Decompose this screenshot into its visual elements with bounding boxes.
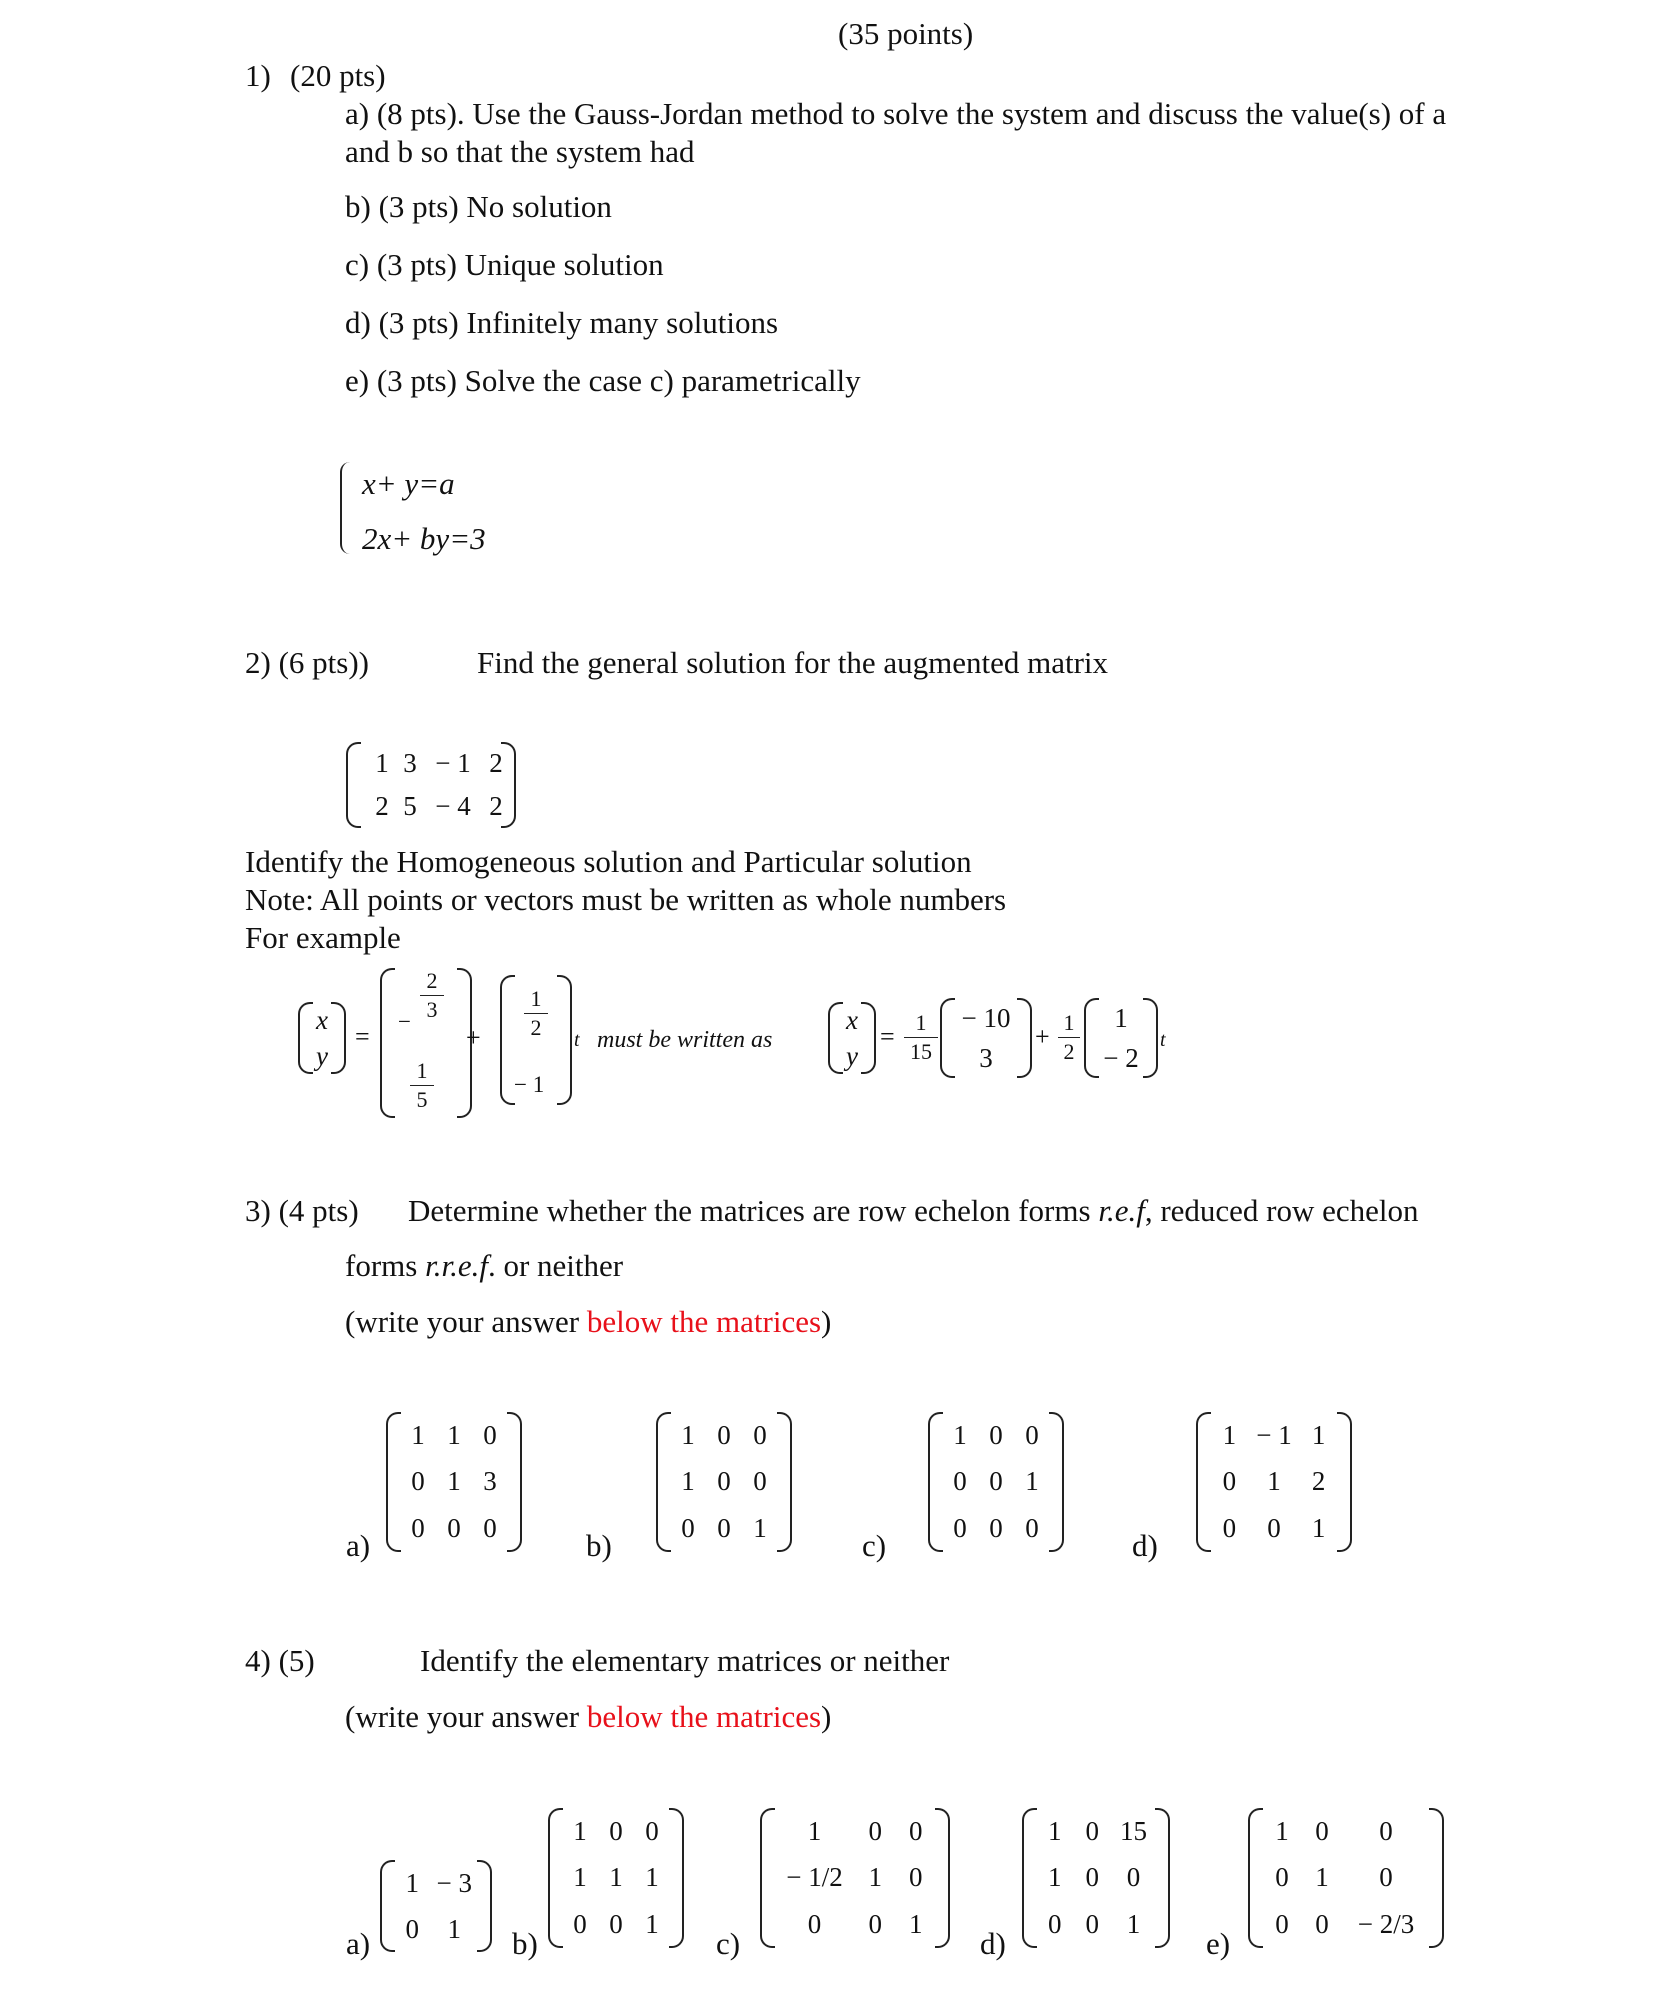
minus-sign: − — [398, 1009, 411, 1034]
matrix-cell: 1 — [573, 1862, 587, 1893]
q4-matrix-a — [380, 1860, 492, 1952]
matrix-cell: 2 — [375, 791, 389, 821]
matrix-cell: 0 — [807, 1909, 822, 1940]
q4-matrix-a-label: a) — [346, 1926, 371, 1961]
q2-note-1: Identify the Homogeneous solution and Particular solution — [245, 844, 972, 879]
matrix-cell: 0 — [717, 1419, 731, 1450]
matrix-cell: 1 — [1048, 1815, 1062, 1846]
matrix-cell: 0 — [609, 1909, 623, 1940]
param-t: t — [574, 1029, 580, 1051]
matrix-cell: 0 — [411, 1466, 425, 1497]
matrix-cell: 15 — [1120, 1815, 1147, 1846]
must-be-written-as: must be written as — [597, 1027, 773, 1053]
matrix-cell: 0 — [717, 1513, 731, 1544]
matrix-cell: 1 — [753, 1513, 767, 1544]
matrix-cell: 0 — [405, 1913, 419, 1944]
matrix-cell: 0 — [1085, 1909, 1099, 1940]
matrix-cell: 1 — [681, 1466, 695, 1497]
q2-note-2: Note: All points or vectors must be written as whole numbers — [245, 882, 1007, 917]
q3-matrix-a-label: a) — [346, 1528, 371, 1563]
matrix-cell: 1 — [1126, 1909, 1141, 1940]
matrix-cell: 0 — [753, 1419, 767, 1450]
vector-entry: 3 — [979, 1042, 993, 1073]
plus-sign: + — [466, 1023, 481, 1052]
matrix-cell: 0 — [1085, 1862, 1099, 1893]
matrix-cell: 0 — [1222, 1513, 1237, 1544]
matrix-cell: 1 — [1311, 1419, 1326, 1450]
q4-matrix-c — [760, 1808, 950, 1948]
matrix-cell: 0 — [483, 1513, 497, 1544]
matrix-cell: 1 — [909, 1909, 923, 1940]
matrix-cell: 0 — [573, 1909, 587, 1940]
q4-matrix-e — [1248, 1808, 1444, 1948]
q4-answer-instruction: (write your answer below the matrices) — [345, 1699, 832, 1734]
x-var: x — [846, 1004, 858, 1035]
matrix-cell: 0 — [753, 1466, 767, 1497]
matrix-cell: 0 — [989, 1466, 1003, 1497]
matrix-cell: 0 — [483, 1419, 497, 1450]
q4-label: 4) (5) — [245, 1643, 315, 1678]
q1-part-d: d) (3 pts) Infinitely many solutions — [345, 305, 779, 340]
equation-2: 2x+ by=3 — [362, 521, 486, 556]
q1-number: 1) — [245, 58, 271, 93]
matrix-cell: 0 — [1315, 1909, 1329, 1940]
q2-note-3: For example — [245, 920, 401, 955]
matrix-cell: 1 — [405, 1867, 419, 1898]
matrix-cell: 1 — [573, 1815, 587, 1846]
fraction-1-2: 1 2 — [524, 988, 548, 1039]
matrix-cell: 0 — [909, 1815, 923, 1846]
q4-matrix-c-label: c) — [716, 1926, 741, 1961]
x-var: x — [316, 1004, 328, 1035]
matrix-cell: 0 — [1267, 1513, 1281, 1544]
matrix-cell: 5 — [403, 791, 417, 821]
matrix-cell: 0 — [989, 1419, 1003, 1450]
matrix-cell: 1 — [953, 1419, 967, 1450]
q4-matrix-d-label: d) — [980, 1926, 1006, 1961]
q3-matrix-b-label: b) — [586, 1528, 612, 1563]
matrix-cell: 0 — [989, 1513, 1003, 1544]
q4-matrix-d — [1022, 1808, 1170, 1948]
matrix-cell: 1 — [1311, 1513, 1326, 1544]
matrix-cell: 0 — [1025, 1513, 1039, 1544]
matrix-cell: 1 — [411, 1419, 425, 1450]
vector-entry: − 10 — [961, 1002, 1011, 1033]
q4-prompt: Identify the elementary matrices or neither — [420, 1643, 950, 1678]
matrix-cell: 0 — [909, 1862, 923, 1893]
q3-matrix-d — [1196, 1412, 1352, 1552]
matrix-cell: 3 — [483, 1466, 497, 1497]
matrix-cell: 1 — [807, 1815, 822, 1846]
q1-part-a-line2: and b so that the system had — [345, 134, 695, 169]
matrix-cell: 0 — [411, 1513, 425, 1544]
matrix-cell: 1 — [1025, 1466, 1039, 1497]
matrix-cell: 1 — [375, 748, 389, 778]
q3-matrix-c-label: c) — [862, 1528, 887, 1563]
fraction-2-3: 2 3 — [420, 970, 444, 1021]
matrix-cell: 2 — [489, 748, 503, 778]
matrix-cell: − 3 — [436, 1867, 472, 1898]
matrix-cell: 1 — [447, 1466, 461, 1497]
q2-label: 2) (6 pts)) — [245, 645, 369, 680]
q3-matrix-d-label: d) — [1132, 1528, 1158, 1563]
matrix-cell: − 1 — [435, 748, 471, 778]
matrix-cell: 1 — [447, 1419, 461, 1450]
q3-matrix-a — [386, 1412, 522, 1552]
equals-sign: = — [355, 1022, 370, 1051]
fraction-1-2b: 1 2 — [1058, 1012, 1080, 1063]
q2-prompt: Find the general solution for the augmented matrix — [477, 645, 1109, 680]
q3-label: 3) (4 pts) — [245, 1193, 359, 1228]
equation-1: x+ y=a — [362, 466, 455, 501]
matrix-cell: 1 — [1267, 1466, 1281, 1497]
vector-entry: − 2 — [1103, 1042, 1139, 1073]
matrix-cell: 1 — [1222, 1419, 1237, 1450]
fraction-1-5: 1 5 — [410, 1060, 434, 1111]
q3-matrix-b — [656, 1412, 792, 1552]
q3-answer-instruction: (write your answer below the matrices) — [345, 1304, 832, 1339]
q4-matrix-b-label: b) — [512, 1926, 538, 1961]
y-var: y — [316, 1040, 328, 1071]
matrix-cell: 2 — [1311, 1466, 1326, 1497]
matrix-cell: 1 — [868, 1862, 882, 1893]
matrix-cell: 1 — [681, 1419, 695, 1450]
system-brace — [340, 462, 352, 554]
matrix-cell: 1 — [609, 1862, 623, 1893]
matrix-cell: 0 — [609, 1815, 623, 1846]
q4-matrix-e-label: e) — [1206, 1926, 1231, 1961]
vector-entry: 1 — [1114, 1002, 1128, 1033]
q3-matrix-c — [928, 1412, 1064, 1552]
matrix-cell: 1 — [1048, 1862, 1062, 1893]
matrix-cell: 1 — [447, 1913, 461, 1944]
matrix-cell: 0 — [645, 1815, 659, 1846]
matrix-cell: 2 — [489, 791, 503, 821]
whole-vector-1 — [940, 998, 1032, 1078]
q3-prompt-line1: Determine whether the matrices are row echelon forms r.e.f, reduced row echelon — [408, 1193, 1419, 1228]
fraction-1-15: 1 15 — [904, 1012, 938, 1063]
matrix-cell: 0 — [1048, 1909, 1062, 1940]
matrix-cell: 3 — [403, 748, 417, 778]
neg-one: − 1 — [514, 1072, 545, 1097]
matrix-cell: 0 — [447, 1513, 461, 1544]
matrix-cell: 0 — [953, 1466, 967, 1497]
matrix-cell: 1 — [1275, 1815, 1289, 1846]
param-t: t — [1160, 1029, 1166, 1051]
matrix-cell: 0 — [953, 1513, 967, 1544]
matrix-cell: 0 — [1379, 1862, 1393, 1893]
q1-part-e: e) (3 pts) Solve the case c) parametrically — [345, 363, 861, 398]
equals-sign: = — [880, 1022, 895, 1051]
q1-part-c: c) (3 pts) Unique solution — [345, 247, 664, 282]
matrix-cell: 1 — [645, 1909, 659, 1940]
matrix-cell: 0 — [1085, 1815, 1099, 1846]
matrix-cell: 0 — [868, 1909, 882, 1940]
whole-vector-2 — [1084, 998, 1158, 1078]
matrix-cell: 1 — [1315, 1862, 1329, 1893]
matrix-cell: 1 — [645, 1862, 659, 1893]
matrix-cell: 0 — [717, 1466, 731, 1497]
matrix-cell: − 4 — [435, 791, 471, 821]
matrix-cell: − 1 — [1256, 1419, 1292, 1450]
matrix-cell: 0 — [1222, 1466, 1237, 1497]
matrix-cell: 0 — [1275, 1909, 1289, 1940]
plus-sign: + — [1035, 1022, 1050, 1051]
matrix-cell: 0 — [681, 1513, 695, 1544]
augmented-matrix — [346, 742, 516, 828]
matrix-cell: 0 — [1379, 1815, 1393, 1846]
matrix-cell: 0 — [868, 1815, 882, 1846]
matrix-cell: 0 — [1126, 1862, 1141, 1893]
matrix-cell: 0 — [1315, 1815, 1329, 1846]
q1-points: (20 pts) — [290, 58, 386, 93]
matrix-cell: − 2/3 — [1357, 1909, 1415, 1940]
example-xy-vector-2 — [828, 1002, 876, 1074]
matrix-cell: 0 — [1025, 1419, 1039, 1450]
q1-part-a-line1: a) (8 pts). Use the Gauss-Jordan method to solve the system and discuss the value(s) of a — [345, 96, 1447, 131]
q1-part-b: b) (3 pts) No solution — [345, 189, 612, 224]
matrix-cell: 0 — [1275, 1862, 1289, 1893]
matrix-cell: − 1/2 — [786, 1862, 843, 1893]
q4-matrix-b — [548, 1808, 684, 1948]
example-xy-vector — [298, 1002, 346, 1074]
q3-prompt-line2: forms r.r.e.f. or neither — [345, 1248, 624, 1283]
total-points: (35 points) — [838, 16, 974, 51]
y-var: y — [846, 1040, 858, 1071]
